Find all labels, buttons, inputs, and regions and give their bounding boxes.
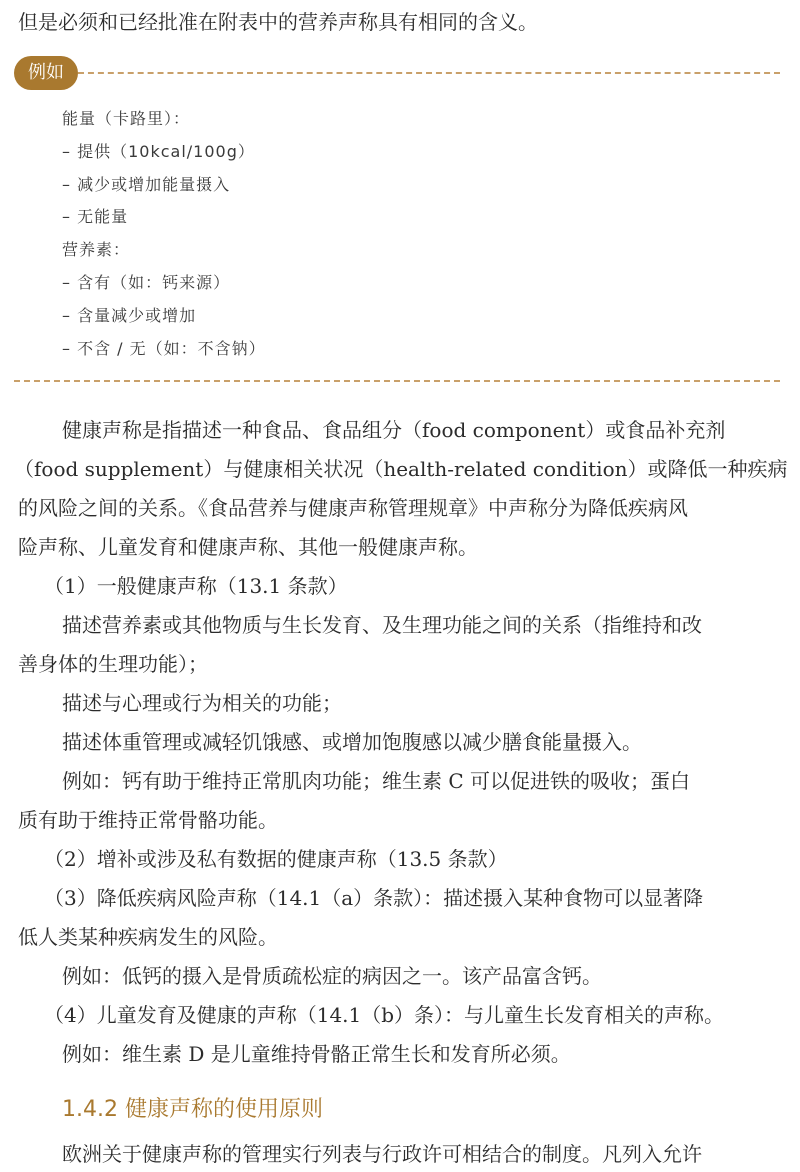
paragraph-line: 健康声称是指描述一种食品、食品组分（food component）或食品补充剂 bbox=[62, 418, 726, 442]
paragraph-line: （4）儿童发育及健康的声称（14.1（b）条）：与儿童生长发育相关的声称。 bbox=[44, 1003, 725, 1027]
paragraph-line: 描述体重管理或减轻饥饿感、或增加饱腹感以减少膳食能量摄入。 bbox=[62, 730, 642, 754]
example-label: 例如 bbox=[14, 56, 78, 90]
paragraph-line: 善身体的生理功能）； bbox=[18, 652, 208, 676]
example-item: – 减少或增加能量摄入 bbox=[62, 175, 231, 194]
top-text-line: 但是必须和已经批准在附表中的营养声称具有相同的含义。 bbox=[18, 10, 538, 34]
example-item: – 不含 / 无（如：不含钠） bbox=[62, 339, 266, 358]
paragraph-line: 描述与心理或行为相关的功能； bbox=[62, 691, 342, 715]
paragraph-line: 描述营养素或其他物质与生长发育、及生理功能之间的关系（指维持和改 bbox=[62, 613, 702, 637]
example-item: 营养素： bbox=[62, 240, 131, 259]
dashed-divider-bottom bbox=[14, 380, 780, 382]
example-item: – 提供（10kcal/100g） bbox=[62, 142, 255, 161]
paragraph-line: 的风险之间的关系。《食品营养与健康声称管理规章》中声称分为降低疾病风 bbox=[18, 496, 688, 520]
paragraph-line: （food supplement）与健康相关状况（health-related condition）或降低一种疾病 bbox=[14, 457, 788, 481]
paragraph-line: 险声称、儿童发育和健康声称、其他一般健康声称。 bbox=[18, 535, 478, 559]
paragraph-line: 例如：钙有助于维持正常肌肉功能；维生素 C 可以促进铁的吸收；蛋白 bbox=[62, 769, 691, 793]
dashed-divider-top bbox=[78, 72, 780, 74]
paragraph-line: （1）一般健康声称（13.1 条款） bbox=[44, 574, 348, 598]
example-item: 能量（卡路里）： bbox=[62, 109, 191, 128]
example-item: – 含量减少或增加 bbox=[62, 306, 197, 325]
paragraph-line: 例如：维生素 D 是儿童维持骨骼正常生长和发育所必须。 bbox=[62, 1042, 571, 1066]
paragraph-line: 低人类某种疾病发生的风险。 bbox=[18, 925, 278, 949]
paragraph-line: 例如：低钙的摄入是骨质疏松症的病因之一。该产品富含钙。 bbox=[62, 964, 602, 988]
example-item: – 含有（如：钙来源） bbox=[62, 273, 231, 292]
paragraph-line: 质有助于维持正常骨骼功能。 bbox=[18, 808, 278, 832]
paragraph-line: 欧洲关于健康声称的管理实行列表与行政许可相结合的制度。凡列入允许 bbox=[62, 1142, 702, 1166]
example-item: – 无能量 bbox=[62, 207, 129, 226]
paragraph-line: （2）增补或涉及私有数据的健康声称（13.5 条款） bbox=[44, 847, 508, 871]
section-heading: 1.4.2 健康声称的使用原则 bbox=[62, 1097, 323, 1122]
paragraph-line: （3）降低疾病风险声称（14.1（a）条款）：描述摄入某种食物可以显著降 bbox=[44, 886, 704, 910]
